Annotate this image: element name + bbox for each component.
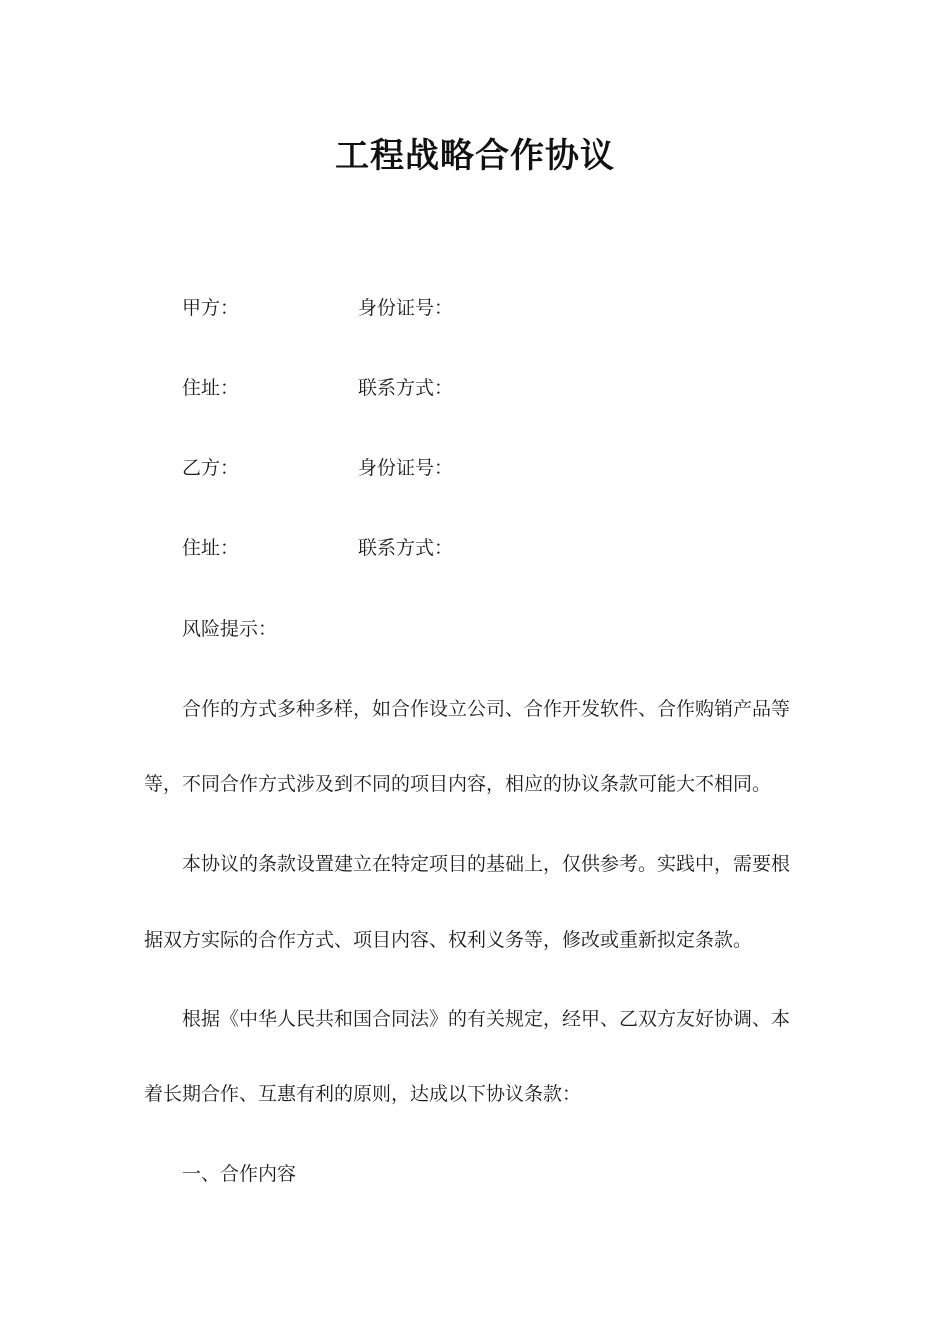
paragraph-2-line-2: 据双方实际的合作方式、项目内容、权利义务等，修改或重新拟定条款。 xyxy=(144,929,753,951)
party-b-address-label: 住址： xyxy=(182,537,240,559)
paragraph-3-line-1: 根据《中华人民共和国合同法》的有关规定，经甲、乙双方友好协调、本 xyxy=(182,1008,791,1030)
party-a-address-label: 住址： xyxy=(182,377,240,399)
party-a-label: 甲方： xyxy=(182,297,240,319)
paragraph-3-line-2: 着长期合作、互惠有利的原则，达成以下协议条款： xyxy=(144,1083,582,1105)
paragraph-1-line-2: 等，不同合作方式涉及到不同的项目内容，相应的协议条款可能大不相同。 xyxy=(144,773,772,795)
party-b-label: 乙方： xyxy=(182,457,240,479)
section-1-heading: 一、合作内容 xyxy=(182,1163,297,1185)
party-b-contact-label: 联系方式： xyxy=(358,537,454,559)
party-a-id-label: 身份证号： xyxy=(358,297,454,319)
paragraph-1-line-1: 合作的方式多种多样，如合作设立公司、合作开发软件、合作购销产品等 xyxy=(182,698,791,720)
party-b-id-label: 身份证号： xyxy=(358,457,454,479)
paragraph-2-line-1: 本协议的条款设置建立在特定项目的基础上，仅供参考。实践中，需要根 xyxy=(182,853,791,875)
risk-heading: 风险提示： xyxy=(182,618,278,640)
document-title: 工程战略合作协议 xyxy=(335,136,615,176)
party-a-contact-label: 联系方式： xyxy=(358,377,454,399)
